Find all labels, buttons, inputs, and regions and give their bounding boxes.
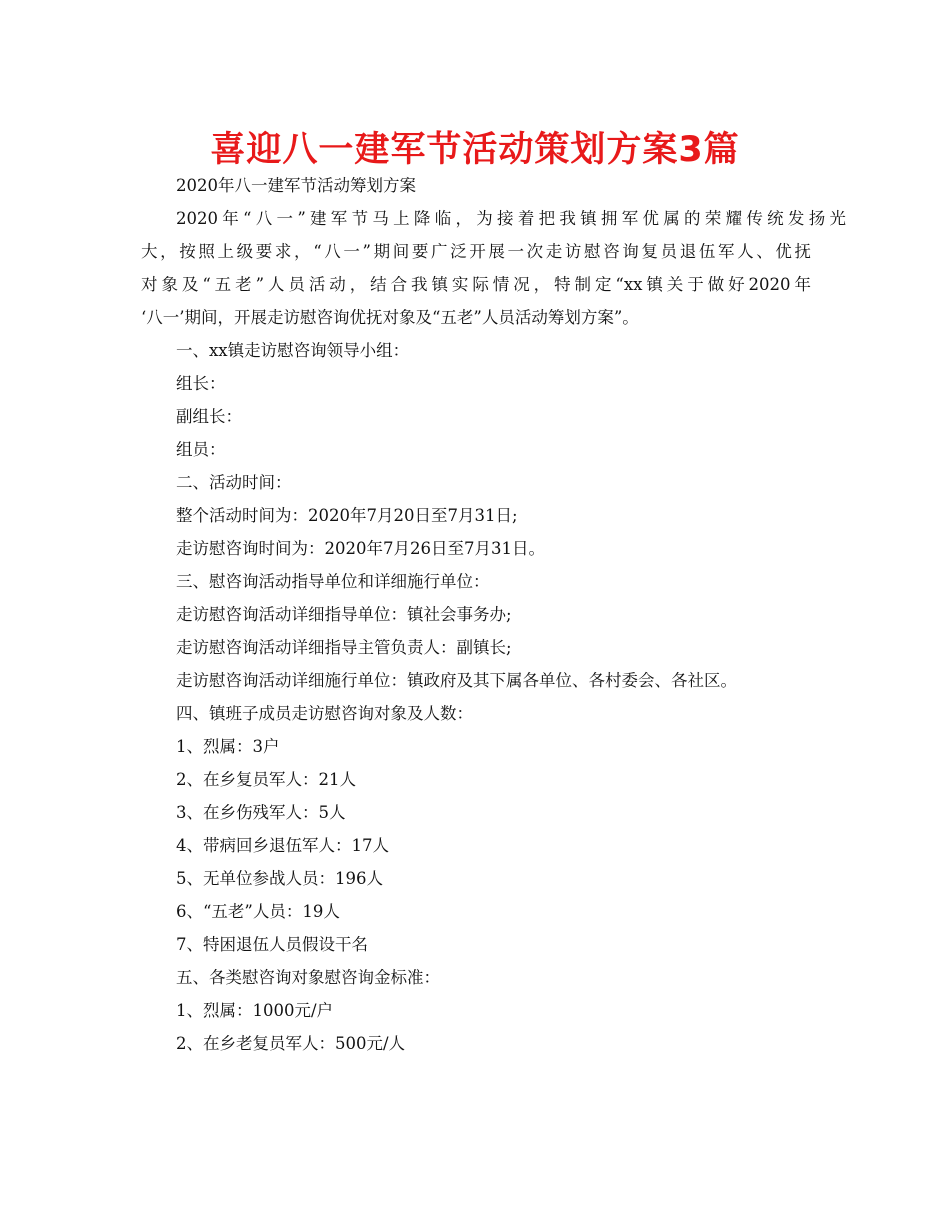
list-item: 5、无单位参战人员：196人: [176, 869, 383, 888]
section-heading-units: 三、慰咨询活动指导单位和详细施行单位：: [176, 572, 490, 591]
text-line: 走访慰咨询活动详细施行单位：镇政府及其下属各单位、各村委会、各社区。: [176, 671, 737, 690]
intro-paragraph-line: 大，按照上级要求，“八一”期间要广泛开展一次走访慰咨询复员退伍军人、优抚: [141, 242, 811, 261]
document-body: [141, 169, 846, 1060]
list-item: 6、“五老”人员：19人: [176, 902, 340, 921]
list-item: 1、烈属：3户: [176, 737, 280, 756]
list-item: 2、在乡复员军人：21人: [176, 770, 356, 789]
intro-paragraph-line: ‘八一’期间，开展走访慰咨询优抚对象及“五老”人员活动筹划方案”。: [141, 308, 639, 327]
section-heading-standards: 五、各类慰咨询对象慰咨询金标准：: [176, 968, 440, 987]
list-item: 4、带病回乡退伍军人：17人: [176, 836, 389, 855]
list-item: 2、在乡老复员军人：500元/人: [176, 1034, 406, 1053]
text-line: 组员：: [176, 440, 226, 459]
section-heading-leadership: 一、xx镇走访慰咨询领导小组：: [176, 341, 410, 360]
text-line: 走访慰咨询活动详细指导主管负责人：副镇长;: [176, 638, 512, 657]
text-line: 副组长：: [176, 407, 242, 426]
list-item: 7、特困退伍人员假设干名: [176, 935, 368, 954]
text-line: 走访慰咨询活动详细指导单位：镇社会事务办;: [176, 605, 512, 624]
text-line: 整个活动时间为：2020年7月20日至7月31日;: [176, 506, 518, 525]
list-item: 1、烈属：1000元/户: [176, 1001, 334, 1020]
text-line: 组长：: [176, 374, 226, 393]
section-heading-time: 二、活动时间：: [176, 473, 292, 492]
list-item: 3、在乡伤残军人：5人: [176, 803, 346, 822]
intro-paragraph-line: 2020年“八一”建军节马上降临，为接着把我镇拥军优属的荣耀传统发扬光: [176, 209, 846, 228]
section-heading-visit-targets: 四、镇班子成员走访慰咨询对象及人数：: [176, 704, 473, 723]
document-subtitle: 2020年八一建军节活动筹划方案: [176, 176, 416, 195]
document-title: 喜迎八一建军节活动策划方案3篇: [210, 130, 740, 170]
intro-paragraph-line: 对象及“五老”人员活动，结合我镇实际情况，特制定“xx镇关于做好2020年: [141, 275, 811, 294]
text-line: 走访慰咨询时间为：2020年7月26日至7月31日。: [176, 539, 545, 558]
